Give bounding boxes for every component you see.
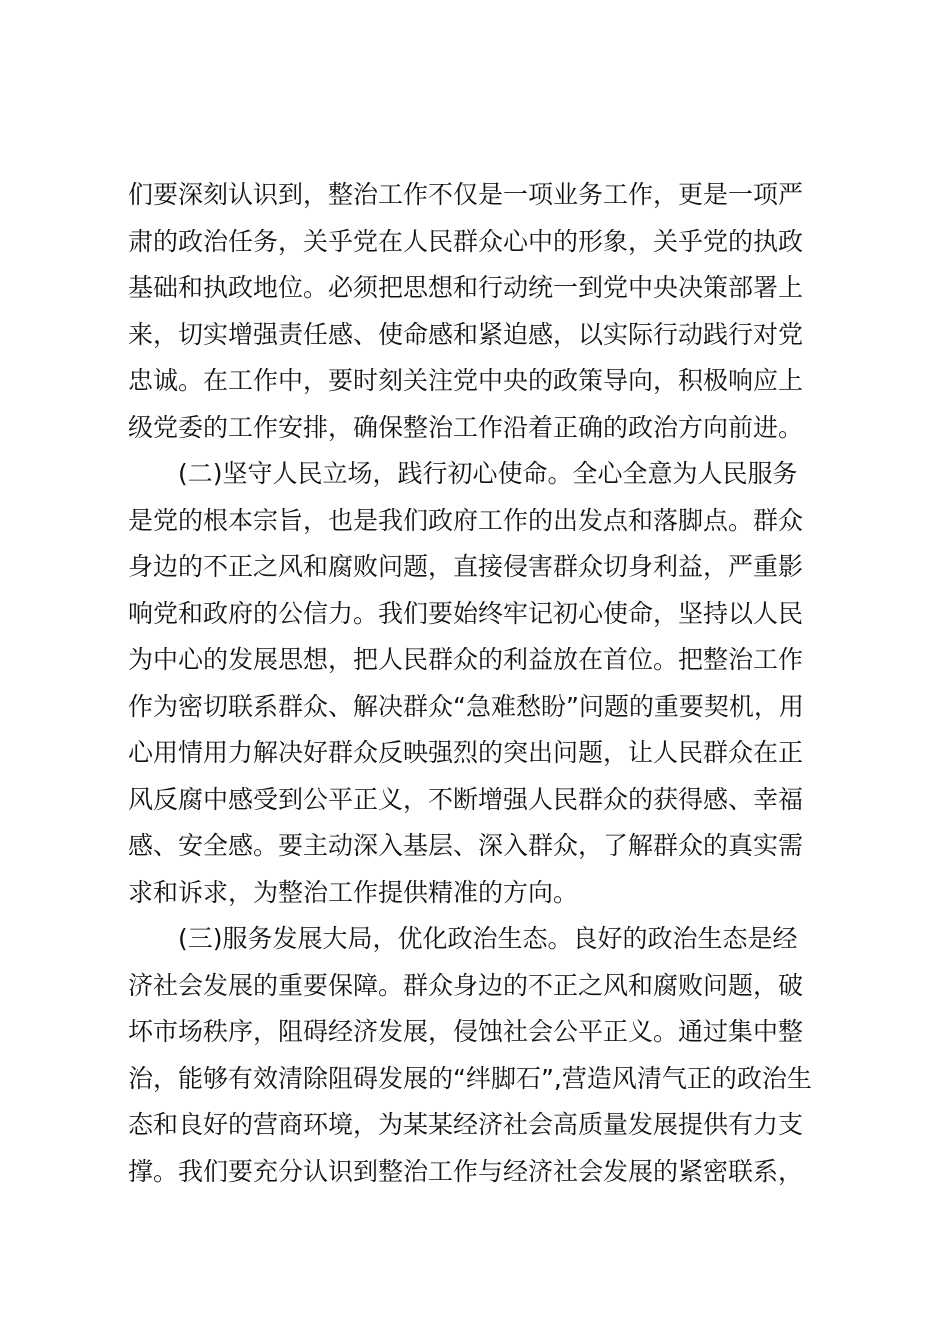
text-line-indented: (三)服务发展大局，优化政治生态。良好的政治生态是经: [178, 924, 798, 953]
text-line: 作为密切联系群众、解决群众“急难愁盼”问题的重要契机，用: [128, 691, 804, 721]
text-line: 们要深刻认识到，整治工作不仅是一项业务工作，更是一项严: [128, 180, 804, 209]
text-line-indented: (二)坚守人民立场，践行初心使命。全心全意为人民服务: [178, 459, 798, 488]
text-line: 基础和执政地位。必须把思想和行动统一到党中央决策部署上: [128, 273, 804, 302]
text-line: 济社会发展的重要保障。群众身边的不正之风和腐败问题，破: [128, 970, 804, 1000]
text-line: 治，能够有效清除阻碍发展的“绊脚石”,营造风清气正的政治生: [128, 1063, 812, 1093]
text-line: 响党和政府的公信力。我们要始终牢记初心使命，坚持以人民: [128, 598, 804, 628]
text-line: 为中心的发展思想，把人民群众的利益放在首位。把整治工作: [128, 645, 804, 674]
text-line: 是党的根本宗旨，也是我们政府工作的出发点和落脚点。群众: [128, 505, 804, 535]
text-line: 求和诉求，为整治工作提供精准的方向。: [128, 877, 579, 907]
text-line: 级党委的工作安排，确保整治工作沿着正确的政治方向前进。: [128, 412, 804, 442]
document-body: [128, 172, 828, 1195]
paragraph-3: [128, 916, 828, 1195]
text-line: 风反腐中感受到公平正义，不断增强人民群众的获得感、幸福: [128, 784, 804, 814]
text-line: 心用情用力解决好群众反映强烈的突出问题，让人民群众在正: [128, 738, 804, 767]
paragraph-1: [128, 172, 828, 451]
text-line: 肃的政治任务，关乎党在人民群众心中的形象，关乎党的执政: [128, 226, 804, 256]
text-line: 态和良好的营商环境，为某某经济社会高质量发展提供有力支: [128, 1110, 804, 1139]
text-line: 坏市场秩序，阻碍经济发展，侵蚀社会公平正义。通过集中整: [128, 1017, 804, 1046]
text-line: 感、安全感。要主动深入基层、深入群众，了解群众的真实需: [128, 831, 804, 860]
text-line: 撑。我们要充分认识到整治工作与经济社会发展的紧密联系，: [128, 1156, 804, 1186]
text-line: 忠诚。在工作中，要时刻关注党中央的政策导向，积极响应上: [128, 366, 804, 395]
paragraph-2: [128, 451, 828, 916]
text-line: 来，切实增强责任感、使命感和紧迫感，以实际行动践行对党: [128, 319, 804, 349]
text-line: 身边的不正之风和腐败问题，直接侵害群众切身利益，严重影: [128, 552, 804, 581]
